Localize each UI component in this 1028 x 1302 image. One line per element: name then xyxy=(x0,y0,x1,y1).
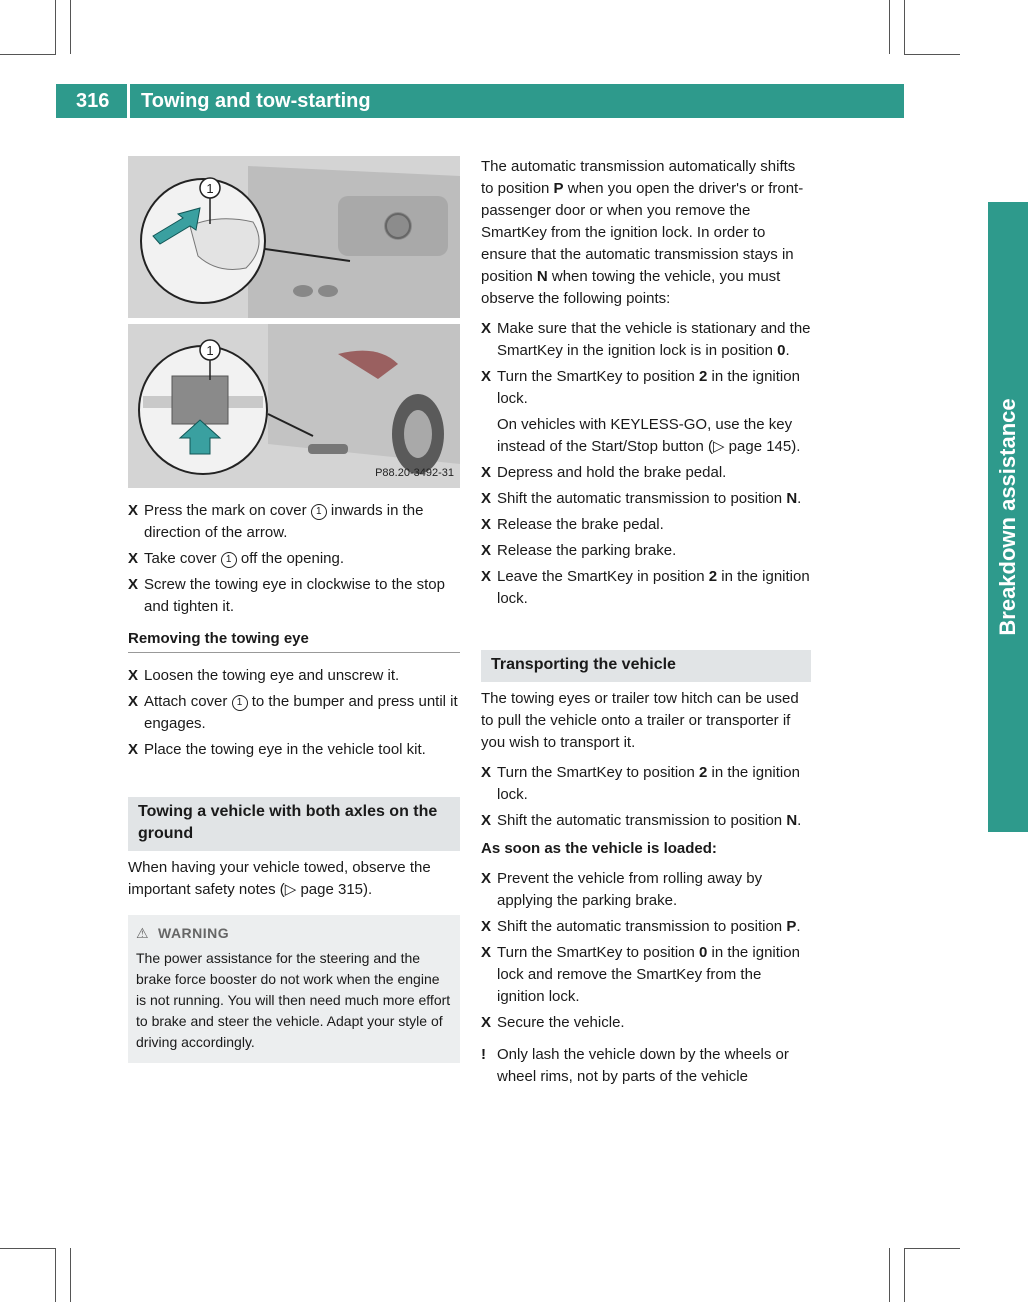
section-heading: Transporting the vehicle xyxy=(481,650,811,682)
callout-ref: 1 xyxy=(311,504,327,520)
section-heading: Towing a vehicle with both axles on the ground xyxy=(128,797,460,851)
step-marker: X xyxy=(481,368,492,385)
list-item: X Attach cover 1 to the bumper and press until it engages. xyxy=(128,693,458,732)
crop-mark xyxy=(904,1248,960,1249)
crop-mark xyxy=(889,1248,890,1302)
page-number: 316 xyxy=(76,90,110,112)
front-bumper-image xyxy=(128,156,460,318)
section-tab-label-wrap xyxy=(988,202,1028,832)
list-item: X Shift the automatic transmission to position N. xyxy=(481,488,811,510)
rear-bumper-image xyxy=(128,324,460,488)
page-title: Towing and tow-starting xyxy=(141,90,371,112)
list-item: X Take cover 1 off the opening. xyxy=(128,548,460,570)
list-item: X Secure the vehicle. xyxy=(481,1012,811,1034)
figure xyxy=(128,156,460,488)
crop-mark xyxy=(0,54,56,55)
list-item: X Prevent the vehicle from rolling away by applying the parking brake. xyxy=(481,870,763,909)
step-marker: X xyxy=(481,918,492,935)
crop-mark xyxy=(70,1248,71,1302)
step-marker: X xyxy=(128,550,139,567)
list-item: X Depress and hold the brake pedal. xyxy=(481,462,811,484)
crop-mark xyxy=(0,1248,56,1249)
crop-mark xyxy=(55,0,56,54)
step-marker: X xyxy=(481,490,492,507)
paragraph: The towing eyes or trailer tow hitch can be used to pull the vehicle onto a trailer or transporter if you wish to transport it. xyxy=(481,690,799,751)
section-tab-label: Breakdown assistance xyxy=(995,398,1020,636)
step-marker: X xyxy=(481,870,492,887)
front-car-illustration xyxy=(128,156,460,318)
list-item: X Turn the SmartKey to position 2 in the ignition lock. xyxy=(481,368,800,407)
step-marker: X xyxy=(128,576,139,593)
right-column xyxy=(481,156,811,1088)
step-marker: X xyxy=(128,502,139,519)
list-item: X Shift the automatic transmission to position P. xyxy=(481,916,811,938)
list-item: X Shift the automatic transmission to position N. xyxy=(481,810,811,832)
note-icon: ! xyxy=(481,1046,486,1063)
warning-text: The power assistance for the steering and the brake force booster do not work when the engine is not running. You will then need much more effort to brake and steer the vehicle. Adapt your style of driving accordingly. xyxy=(136,950,451,1050)
subheading: As soon as the vehicle is loaded: xyxy=(481,840,717,857)
list-item: X Loosen the towing eye and unscrew it. xyxy=(128,665,460,687)
crop-mark xyxy=(889,0,890,54)
step-marker: X xyxy=(481,542,492,559)
list-item: X Place the towing eye in the vehicle tool kit. xyxy=(128,739,460,761)
crop-mark xyxy=(904,0,905,54)
step-marker: X xyxy=(481,568,492,585)
step-marker: X xyxy=(481,1014,492,1031)
callout-number: 1 xyxy=(206,343,214,358)
list-item: X Make sure that the vehicle is stationary and the SmartKey in the ignition lock is in position 0. xyxy=(481,320,811,359)
note: ! Only lash the vehicle down by the wheels or wheel rims, not by parts of the vehicle xyxy=(481,1046,789,1085)
step-marker: X xyxy=(481,944,492,961)
step-marker: X xyxy=(128,693,139,710)
crop-mark xyxy=(904,1248,905,1302)
step-marker: X xyxy=(481,464,492,481)
figure-code: P88.20-3492-31 xyxy=(375,467,454,479)
callout-number: 1 xyxy=(206,181,214,196)
list-item: X Turn the SmartKey to position 2 in the ignition lock. xyxy=(481,764,800,803)
callout-ref: 1 xyxy=(221,552,237,568)
step-note: On vehicles with KEYLESS-GO, use the key instead of the Start/Stop button (▷ page 145). xyxy=(497,416,801,455)
warning-icon: ⚠ xyxy=(136,925,150,941)
list-item: X Release the parking brake. xyxy=(481,540,811,562)
header-divider xyxy=(127,56,130,118)
list-item: X Leave the SmartKey in position 2 in the ignition lock. xyxy=(481,568,810,607)
step-marker: X xyxy=(481,516,492,533)
step-marker: X xyxy=(481,320,492,337)
list-item: X Press the mark on cover 1 inwards in the direction of the arrow. xyxy=(128,502,424,541)
left-column xyxy=(128,156,460,1063)
step-marker: X xyxy=(128,667,139,684)
step-marker: X xyxy=(481,764,492,781)
crop-mark xyxy=(70,0,71,54)
warning-heading: ⚠ WARNING xyxy=(136,923,452,944)
list-item: X Release the brake pedal. xyxy=(481,514,811,536)
crop-mark xyxy=(904,54,960,55)
step-marker: X xyxy=(481,812,492,829)
warning-box xyxy=(128,915,460,1063)
callout-ref: 1 xyxy=(232,695,248,711)
paragraph: When having your vehicle towed, observe the important safety notes (▷ page 315). xyxy=(128,859,431,898)
list-item: X Screw the towing eye in clockwise to the stop and tighten it. xyxy=(128,576,445,615)
list-item: X Turn the SmartKey to position 0 in the ignition lock and remove the SmartKey from the ignition lock. xyxy=(481,944,800,1005)
crop-mark xyxy=(55,1248,56,1302)
paragraph: The automatic transmission automatically shifts to position P when you open the driver's or front-passenger door or when you remove the SmartKey from the ignition lock. In order to ensure that the automatic transmission stays in position N when towing the vehicle, you must observe the following points: xyxy=(481,158,804,307)
subheading: Removing the towing eye xyxy=(128,628,460,653)
step-marker: X xyxy=(128,741,139,758)
